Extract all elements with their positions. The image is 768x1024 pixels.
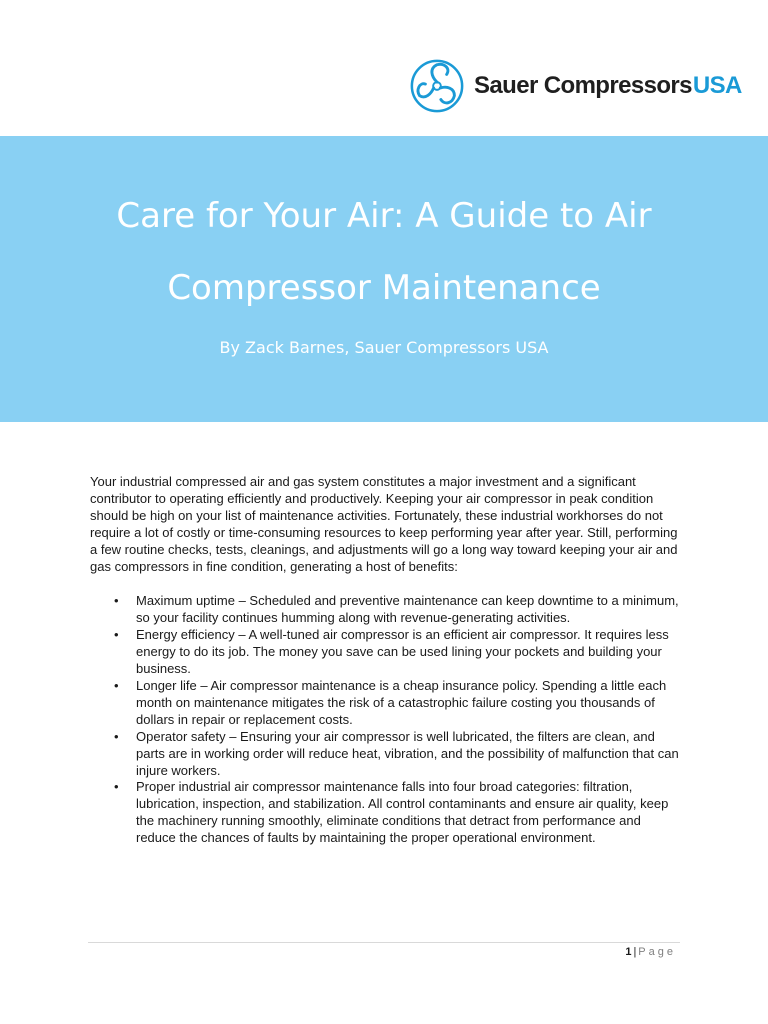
bullet-icon: • xyxy=(114,593,119,609)
list-item-text: Maximum uptime – Scheduled and preventive maintenance can keep downtime to a minimum, so your facility continues humming along with revenue-generating activities. xyxy=(136,593,679,626)
logo-company-name: Sauer Compressors xyxy=(474,72,692,99)
title-line-1: Care for Your Air: A Guide to Air xyxy=(116,196,652,236)
document-body xyxy=(90,474,682,847)
bullet-icon: • xyxy=(114,779,119,795)
page-number: 1 xyxy=(625,946,632,958)
intro-paragraph: Your industrial compressed air and gas system constitutes a major investment and a significant contributor to operating efficiently and productively. Keeping your air compressor in peak condition should be high on your list of maintenance activities. Fortunately, these industrial workhorses do not require a lot of costly or time-consuming resources to keep performing year after year. Still, performing a few routine checks, tests, cleanings, and adjustments will go a long way toward keeping your air and gas compressors in fine condition, generating a host of benefits: xyxy=(90,474,678,574)
author-byline: By Zack Barnes, Sauer Compressors USA xyxy=(219,338,549,357)
page-footer xyxy=(625,946,676,958)
list-item-text: Energy efficiency – A well-tuned air compressor is an efficient air compressor. It requires less energy to do its job. The money you save can be used lining your pockets and building your business. xyxy=(136,627,669,677)
list-item xyxy=(90,729,682,780)
logo-usa-suffix: USA xyxy=(692,72,742,99)
footer-separator: | xyxy=(633,946,637,958)
benefits-list xyxy=(90,593,682,847)
logo-wordmark xyxy=(474,72,742,100)
bullet-icon: • xyxy=(114,677,119,693)
swirl-logo-icon xyxy=(408,57,466,115)
list-item xyxy=(90,779,682,847)
list-item-text: Operator safety – Ensuring your air compressor is well lubricated, the filters are clean, and parts are in working order will reduce heat, vibration, and the possibility of malfunction that can injure workers. xyxy=(136,728,679,778)
list-item xyxy=(90,593,682,627)
list-item-text: Proper industrial air compressor maintenance falls into four broad categories: filtration, lubrication, inspection, and stabilization. All control contaminants and ensure air quality, keep the machinery running smoothly, eliminate conditions that detract from performance and reduce the chances of faults by maintaining the proper operational environment. xyxy=(136,779,669,846)
list-item xyxy=(90,678,682,729)
list-item xyxy=(90,627,682,678)
list-item-text: Longer life – Air compressor maintenance is a cheap insurance policy. Spending a little each month on maintenance mitigates the risk of a catastrophic failure costing you thousands of dollars in repair or replacement costs. xyxy=(136,677,667,727)
page-label: Page xyxy=(638,946,676,958)
footer-divider xyxy=(88,942,680,943)
title-line-2: Compressor Maintenance xyxy=(167,268,601,308)
bullet-icon: • xyxy=(114,728,119,744)
bullet-icon: • xyxy=(114,627,119,643)
document-title xyxy=(40,180,728,324)
company-logo xyxy=(408,56,742,116)
